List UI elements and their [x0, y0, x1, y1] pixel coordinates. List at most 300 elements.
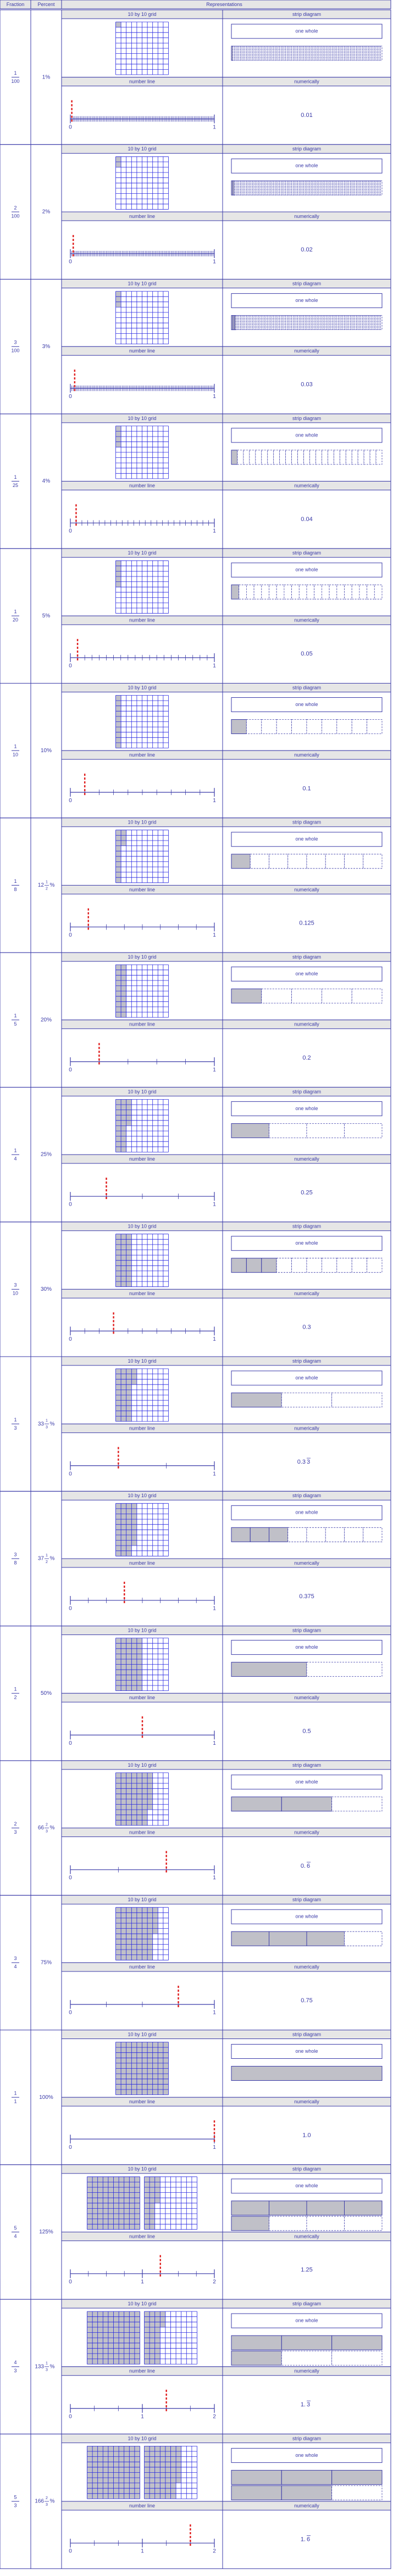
- strip-part: [361, 316, 363, 330]
- decimal-value: 0.3: [302, 1324, 311, 1331]
- one-whole-label: one whole: [295, 567, 318, 573]
- strip-part: [296, 181, 298, 195]
- strip-panel-header: strip diagram: [292, 1627, 322, 1633]
- strip-part: [353, 181, 355, 195]
- table-row: [0, 144, 391, 279]
- strip-part: [240, 46, 242, 60]
- strip-part: [340, 450, 346, 464]
- table-row: [0, 2030, 391, 2165]
- strip-part: [231, 1123, 269, 1138]
- strip-part: [380, 46, 382, 60]
- strip-part: [251, 181, 253, 195]
- strip-part: [231, 2351, 281, 2365]
- strip-part: [262, 450, 268, 464]
- strip-part: [367, 316, 369, 330]
- strip-part: [252, 46, 254, 60]
- strip-part: [250, 854, 269, 869]
- numerically-panel-header: numerically: [294, 887, 319, 893]
- strip-part: [280, 316, 281, 330]
- strip-part: [345, 2201, 383, 2215]
- strip-part: [258, 316, 260, 330]
- strip-part: [352, 1258, 367, 1273]
- strip-panel-header: strip diagram: [292, 954, 322, 960]
- numberline-panel-header: number line: [129, 1425, 156, 1431]
- strip-part: [231, 1931, 269, 1946]
- strip-part: [368, 316, 370, 330]
- grid-shaded: [160, 2311, 165, 2327]
- percent-value: 37: [37, 1555, 44, 1562]
- strip-part: [339, 181, 340, 195]
- strip-part: [239, 46, 241, 60]
- strip-part: [231, 2201, 269, 2215]
- strip-part: [283, 316, 284, 330]
- numberline-panel-header: number line: [129, 752, 156, 758]
- strip-part: [231, 2470, 281, 2484]
- strip-part: [345, 316, 346, 330]
- one-whole-label: one whole: [295, 836, 318, 842]
- strip-part: [254, 46, 256, 60]
- strip-part: [329, 46, 331, 60]
- numerically-panel-header: numerically: [294, 1829, 319, 1835]
- numberline-panel-header: number line: [129, 2502, 156, 2508]
- one-whole-label: one whole: [295, 1375, 318, 1381]
- strip-part: [361, 46, 363, 60]
- strip-part: [358, 316, 359, 330]
- strip-part: [340, 316, 341, 330]
- strip-part: [242, 46, 243, 60]
- strip-part: [284, 181, 286, 195]
- strip-part: [272, 46, 274, 60]
- strip-part: [347, 181, 349, 195]
- strip-part: [276, 1258, 291, 1273]
- strip-part: [367, 1258, 382, 1273]
- percent-value: 5%: [42, 613, 51, 619]
- strip-part: [296, 316, 298, 330]
- strip-part: [252, 181, 254, 195]
- strip-part: [237, 46, 239, 60]
- percent-fraction-numerator: 2: [46, 1823, 48, 1827]
- fraction-denominator: 25: [12, 482, 19, 488]
- number-line-label-one: 1: [213, 528, 216, 535]
- strip-part: [315, 181, 317, 195]
- decimal-value: 0.75: [301, 1997, 313, 2004]
- strip-part: [380, 316, 382, 330]
- strip-part: [331, 181, 333, 195]
- percent-fraction-numerator: 1: [46, 880, 48, 884]
- strip-part: [339, 46, 340, 60]
- strip-part: [372, 46, 373, 60]
- grid-panel-header: 10 by 10 grid: [128, 146, 157, 152]
- number-line-label-one: 1: [213, 932, 216, 939]
- number-line-label-one: 1: [213, 1067, 216, 1073]
- table-row: [0, 279, 391, 414]
- percent-sign: %: [49, 1421, 55, 1427]
- grid-panel-header: 10 by 10 grid: [128, 1358, 157, 1364]
- fraction-denominator: 1: [14, 2098, 17, 2104]
- strip-part: [358, 46, 359, 60]
- numberline-panel-header: number line: [129, 483, 156, 489]
- strip-part: [326, 316, 328, 330]
- strip-part: [323, 181, 325, 195]
- strip-part: [292, 585, 300, 599]
- table-row: [0, 818, 391, 953]
- percent-fraction-denominator: 3: [46, 1829, 48, 1834]
- strip-part: [374, 181, 376, 195]
- strip-part: [260, 46, 262, 60]
- numerically-panel-header: numerically: [294, 2233, 319, 2239]
- percent-sign: %: [49, 1555, 55, 1562]
- number-line-label-zero: 0: [69, 1605, 72, 1612]
- strip-part: [345, 181, 346, 195]
- strip-part: [290, 181, 292, 195]
- strip-part: [281, 2351, 331, 2365]
- strip-part: [280, 46, 281, 60]
- strip-part: [250, 1527, 269, 1542]
- strip-part: [320, 316, 322, 330]
- strip-part: [262, 720, 276, 734]
- strip-part: [341, 316, 343, 330]
- numerically-panel-header: numerically: [294, 1156, 319, 1162]
- percent-column-header: Percent: [37, 1, 55, 7]
- strip-part: [358, 450, 364, 464]
- number-line-label-two: 2: [213, 2413, 216, 2420]
- strip-part: [328, 316, 329, 330]
- strip-part: [332, 2351, 382, 2365]
- strip-part: [280, 181, 281, 195]
- strip-part: [283, 181, 284, 195]
- table-row: [0, 1087, 391, 1222]
- number-line-label-zero: 0: [69, 2279, 72, 2286]
- percent-fraction-denominator: 2: [46, 1560, 48, 1564]
- strip-part: [307, 585, 314, 599]
- strip-part: [298, 46, 300, 60]
- strip-part: [322, 450, 328, 464]
- one-whole-label: one whole: [295, 2183, 318, 2189]
- strip-part: [322, 1258, 336, 1273]
- grid-panel-header: 10 by 10 grid: [128, 1223, 157, 1229]
- strip-part: [307, 1527, 325, 1542]
- decimal-repeating-digit: 3: [307, 2401, 311, 2408]
- strip-panel-header: strip diagram: [292, 2166, 322, 2172]
- strip-part: [240, 316, 242, 330]
- strip-part: [332, 1393, 382, 1407]
- fraction-numerator: 3: [14, 1282, 17, 1288]
- strip-part: [343, 46, 345, 60]
- grid-shaded: [147, 1773, 153, 1810]
- strip-part: [374, 316, 376, 330]
- strip-part: [380, 181, 382, 195]
- strip-part: [325, 46, 326, 60]
- percent-sign: %: [49, 1825, 55, 1832]
- number-line-label-zero: 0: [69, 1067, 72, 1073]
- strip-part: [269, 1123, 307, 1138]
- strip-part: [376, 316, 378, 330]
- strip-part: [352, 46, 353, 60]
- one-whole-label: one whole: [295, 2452, 318, 2458]
- grid-panel-header: 10 by 10 grid: [128, 954, 157, 960]
- strip-part: [359, 585, 367, 599]
- number-line-label-zero: 0: [69, 663, 72, 669]
- percent-sign: %: [49, 2364, 55, 2370]
- fraction-denominator: 4: [14, 1964, 17, 1970]
- strip-part: [236, 181, 237, 195]
- strip-part: [269, 46, 271, 60]
- strip-part: [370, 316, 372, 330]
- strip-panel-header: strip diagram: [292, 819, 322, 825]
- strip-part: [334, 46, 335, 60]
- fraction-denominator: 2: [14, 1694, 17, 1700]
- strip-part: [233, 181, 235, 195]
- strip-part: [325, 854, 344, 869]
- number-line-label-one: 1: [213, 797, 216, 804]
- fraction-numerator: 5: [14, 2225, 17, 2231]
- strip-part: [299, 46, 301, 60]
- strip-part: [293, 181, 295, 195]
- grid-panel-header: 10 by 10 grid: [128, 2300, 157, 2306]
- strip-part: [281, 2336, 331, 2350]
- number-line-label-one: 1: [213, 1336, 216, 1342]
- strip-part: [335, 316, 337, 330]
- numerically-panel-header: numerically: [294, 348, 319, 354]
- strip-part: [292, 1258, 307, 1273]
- number-line-label-one: 1: [213, 1740, 216, 1746]
- strip-part: [362, 46, 364, 60]
- fraction-numerator: 1: [14, 743, 17, 749]
- strip-part: [243, 316, 245, 330]
- strip-part: [283, 46, 284, 60]
- strip-part: [309, 46, 311, 60]
- grid-panel-header: 10 by 10 grid: [128, 2031, 157, 2037]
- representations-column-header: Representations: [206, 1, 242, 7]
- strip-part: [333, 316, 334, 330]
- decimal-repeating-digit: 6: [307, 1862, 311, 1869]
- strip-part: [299, 585, 307, 599]
- strip-part: [268, 181, 269, 195]
- number-line-label-one: 1: [213, 1605, 216, 1612]
- strip-part: [260, 181, 262, 195]
- strip-part: [378, 46, 379, 60]
- strip-part: [370, 450, 376, 464]
- fraction-numerator: 1: [14, 878, 17, 884]
- strip-part: [266, 181, 268, 195]
- strip-part: [292, 181, 294, 195]
- strip-part: [246, 1258, 261, 1273]
- strip-part: [243, 181, 245, 195]
- percent-value: 100%: [39, 2094, 53, 2101]
- strip-part: [379, 316, 381, 330]
- strip-part: [280, 450, 286, 464]
- strip-part: [304, 316, 306, 330]
- grid-panel-header: 10 by 10 grid: [128, 1627, 157, 1633]
- strip-part: [286, 316, 287, 330]
- strip-part: [231, 989, 262, 1003]
- strip-part: [272, 181, 274, 195]
- strip-part: [334, 181, 335, 195]
- strip-part: [376, 450, 382, 464]
- strip-part: [246, 316, 248, 330]
- strip-part: [379, 46, 381, 60]
- strip-part: [301, 46, 302, 60]
- decimal-value: 0.2: [302, 1054, 311, 1061]
- grid-panel-header: 10 by 10 grid: [128, 2166, 157, 2172]
- number-line-label-zero: 0: [69, 932, 72, 939]
- percent-value: 20%: [40, 1017, 52, 1023]
- strip-part: [231, 854, 250, 869]
- strip-part: [269, 1527, 288, 1542]
- strip-panel-header: strip diagram: [292, 2031, 322, 2037]
- numberline-panel-header: number line: [129, 348, 156, 354]
- numerically-panel-header: numerically: [294, 79, 319, 85]
- strip-part: [379, 181, 381, 195]
- strip-part: [370, 46, 372, 60]
- numerically-panel-header: numerically: [294, 213, 319, 219]
- strip-part: [352, 181, 353, 195]
- number-line-label-zero: 0: [69, 1336, 72, 1342]
- strip-part: [299, 316, 301, 330]
- strip-part: [320, 46, 322, 60]
- strip-part: [284, 585, 292, 599]
- strip-part: [272, 316, 274, 330]
- strip-part: [319, 46, 320, 60]
- fraction-numerator: 1: [14, 1686, 17, 1692]
- strip-part: [378, 316, 379, 330]
- strip-part: [281, 2485, 331, 2500]
- strip-part: [326, 181, 328, 195]
- strip-part: [307, 46, 308, 60]
- percent-value: 166: [35, 2498, 44, 2505]
- strip-part: [333, 46, 334, 60]
- fraction-denominator: 10: [12, 752, 19, 758]
- number-line-label-zero: 0: [69, 2009, 72, 2016]
- strip-part: [350, 46, 352, 60]
- strip-part: [270, 316, 272, 330]
- fraction-numerator: 3: [14, 1956, 17, 1962]
- strip-part: [262, 181, 263, 195]
- strip-part: [269, 585, 277, 599]
- strip-panel-header: strip diagram: [292, 1897, 322, 1903]
- grid-shaded: [155, 2177, 160, 2203]
- table-row: [0, 2434, 391, 2568]
- fraction-numerator: 1: [14, 474, 17, 480]
- strip-part: [295, 181, 296, 195]
- strip-part: [269, 1931, 307, 1946]
- number-line-label-one: 1: [141, 2548, 144, 2555]
- strip-part: [269, 854, 288, 869]
- strip-part: [364, 450, 370, 464]
- strip-part: [346, 450, 352, 464]
- strip-part: [295, 316, 296, 330]
- strip-part: [299, 181, 301, 195]
- decimal-value: 0.: [300, 1862, 306, 1869]
- one-whole-label: one whole: [295, 1105, 318, 1111]
- strip-part: [292, 46, 294, 60]
- strip-part: [256, 46, 257, 60]
- strip-part: [275, 316, 276, 330]
- strip-part: [331, 316, 333, 330]
- strip-part: [340, 181, 341, 195]
- strip-part: [322, 585, 329, 599]
- strip-part: [264, 316, 266, 330]
- numerically-panel-header: numerically: [294, 617, 319, 623]
- percent-value: 75%: [40, 1959, 52, 1966]
- strip-part: [347, 46, 349, 60]
- strip-part: [353, 316, 355, 330]
- strip-part: [345, 854, 363, 869]
- one-whole-label: one whole: [295, 1779, 318, 1785]
- strip-part: [239, 585, 247, 599]
- numerically-panel-header: numerically: [294, 1291, 319, 1297]
- strip-part: [353, 46, 355, 60]
- decimal-repeating-digit: 3: [307, 1458, 311, 1465]
- strip-part: [307, 2201, 345, 2215]
- strip-part: [372, 316, 373, 330]
- strip-part: [266, 46, 268, 60]
- grid-panel-header: 10 by 10 grid: [128, 2435, 157, 2441]
- numerically-panel-header: numerically: [294, 2502, 319, 2508]
- numberline-panel-header: number line: [129, 1291, 156, 1297]
- table-row: [0, 1626, 391, 1761]
- number-line-label-zero: 0: [69, 528, 72, 535]
- strip-part: [263, 181, 265, 195]
- strip-part: [307, 316, 308, 330]
- grid-panel-header: 10 by 10 grid: [128, 685, 157, 691]
- percent-fraction-denominator: 3: [46, 2368, 48, 2372]
- strip-part: [302, 316, 304, 330]
- strip-part: [251, 46, 253, 60]
- strip-part: [269, 2201, 307, 2215]
- strip-part: [359, 181, 361, 195]
- strip-part: [239, 316, 241, 330]
- strip-part: [333, 181, 334, 195]
- strip-part: [347, 316, 349, 330]
- strip-part: [341, 46, 343, 60]
- number-line-label-one: 1: [141, 2413, 144, 2420]
- table-row: [0, 1357, 391, 1491]
- number-line-label-zero: 0: [69, 393, 72, 400]
- number-line-label-one: 1: [213, 2144, 216, 2151]
- fraction-denominator: 5: [14, 1021, 17, 1027]
- strip-part: [363, 854, 382, 869]
- strip-part: [325, 1527, 344, 1542]
- strip-part: [315, 316, 317, 330]
- strip-part: [258, 46, 260, 60]
- strip-part: [292, 720, 307, 734]
- strip-part: [340, 46, 341, 60]
- table-row: [0, 1895, 391, 2030]
- strip-part: [231, 2336, 281, 2350]
- strip-part: [307, 181, 308, 195]
- strip-part: [317, 181, 319, 195]
- strip-part: [231, 1797, 281, 1811]
- strip-part: [269, 2216, 307, 2231]
- numberline-panel-header: number line: [129, 1964, 156, 1970]
- fraction-denominator: 20: [12, 617, 19, 623]
- strip-part: [274, 46, 275, 60]
- strip-part: [328, 450, 334, 464]
- strip-part: [281, 316, 283, 330]
- strip-part: [276, 181, 278, 195]
- strip-part: [305, 46, 307, 60]
- numberline-panel-header: number line: [129, 887, 156, 893]
- grid-panel-header: 10 by 10 grid: [128, 1762, 157, 1768]
- number-line-label-two: 2: [213, 2279, 216, 2286]
- numerically-panel-header: numerically: [294, 1560, 319, 1566]
- strip-part: [275, 181, 276, 195]
- strip-part: [328, 181, 329, 195]
- strip-part: [288, 1527, 307, 1542]
- strip-part: [245, 316, 247, 330]
- strip-part: [328, 46, 329, 60]
